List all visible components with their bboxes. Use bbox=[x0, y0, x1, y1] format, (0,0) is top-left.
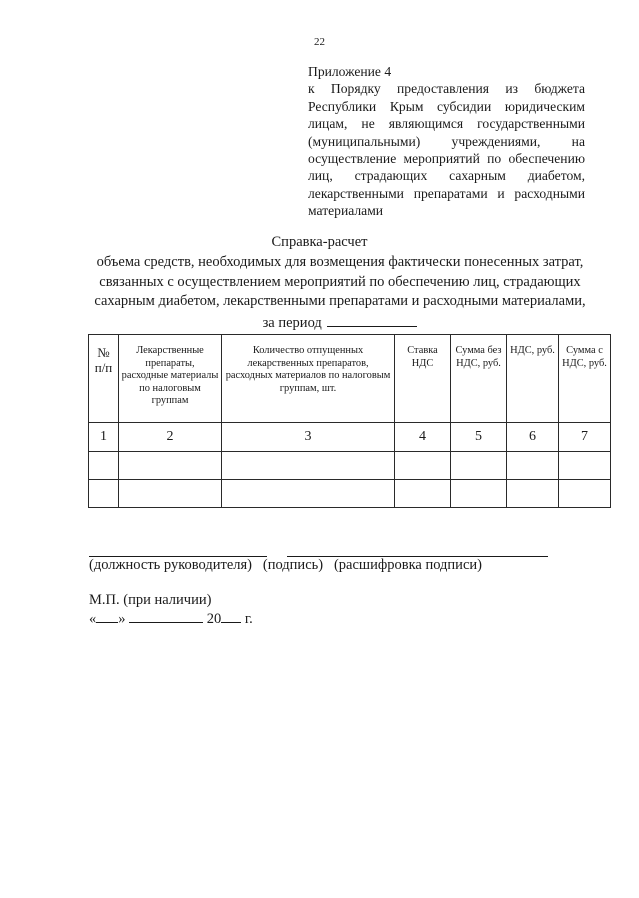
year-prefix: 20 bbox=[206, 611, 222, 627]
table-cell[interactable] bbox=[119, 452, 222, 480]
table-row-column-numbers bbox=[89, 423, 611, 452]
decoding-label: (расшифровка подписи) bbox=[333, 557, 482, 573]
column-number: 6 bbox=[507, 423, 559, 452]
document-subtitle-text: объема средств, необходимых для возмещения фактически понесенных затрат, связанных с осуществлением мероприятий по обеспечению лиц, страдающих сахарным диабетом, лекарственными препаратами и расходными материалами, за период bbox=[94, 254, 586, 331]
document-subtitle bbox=[90, 253, 590, 333]
table-cell[interactable] bbox=[222, 452, 395, 480]
date-line bbox=[89, 609, 253, 628]
table-cell[interactable] bbox=[507, 480, 559, 508]
header-sum-without-vat: Сумма без НДС, руб. bbox=[451, 335, 507, 423]
column-number: 1 bbox=[89, 423, 119, 452]
position-label: (должность руководителя) bbox=[89, 557, 252, 573]
date-open-quote: « bbox=[89, 611, 97, 627]
column-number: 4 bbox=[395, 423, 451, 452]
table-cell[interactable] bbox=[507, 452, 559, 480]
header-sum-with-vat: Сумма с НДС, руб. bbox=[559, 335, 611, 423]
year-blank-field[interactable] bbox=[221, 609, 241, 623]
table-cell[interactable] bbox=[559, 480, 611, 508]
header-number: № п/п bbox=[89, 335, 119, 423]
table-row bbox=[89, 480, 611, 508]
date-close-quote: » bbox=[118, 611, 126, 627]
table-header-row bbox=[89, 335, 611, 423]
column-number: 7 bbox=[559, 423, 611, 452]
header-medicines: Лекарственные препараты, расходные материалы по налоговым группам bbox=[119, 335, 222, 423]
table-cell[interactable] bbox=[395, 480, 451, 508]
appendix-block bbox=[308, 63, 585, 220]
table-cell[interactable] bbox=[119, 480, 222, 508]
year-suffix: г. bbox=[244, 611, 253, 627]
column-number: 2 bbox=[119, 423, 222, 452]
signature-labels bbox=[89, 557, 482, 574]
table-cell[interactable] bbox=[451, 480, 507, 508]
calculation-table bbox=[88, 334, 611, 508]
table-cell[interactable] bbox=[395, 452, 451, 480]
table-cell[interactable] bbox=[89, 480, 119, 508]
page-number: 22 bbox=[314, 36, 325, 48]
stamp-label: М.П. (при наличии) bbox=[89, 592, 212, 608]
day-blank-field[interactable] bbox=[96, 609, 118, 623]
month-blank-field[interactable] bbox=[129, 609, 203, 623]
header-vat-rate: Ставка НДС bbox=[395, 335, 451, 423]
table-cell[interactable] bbox=[559, 452, 611, 480]
appendix-title: Приложение 4 bbox=[308, 64, 392, 79]
column-number: 3 bbox=[222, 423, 395, 452]
table-cell[interactable] bbox=[89, 452, 119, 480]
document-title: Справка-расчет bbox=[271, 234, 368, 250]
signature-label: (подпись) bbox=[262, 557, 324, 573]
table-cell[interactable] bbox=[451, 452, 507, 480]
table-cell[interactable] bbox=[222, 480, 395, 508]
table-row bbox=[89, 452, 611, 480]
header-vat: НДС, руб. bbox=[507, 335, 559, 423]
column-number: 5 bbox=[451, 423, 507, 452]
header-quantity: Количество отпущенных лекарственных препаратов, расходных материалов по налоговым группам, шт. bbox=[222, 335, 395, 423]
appendix-text: к Порядку предоставления из бюджета Республики Крым субсидии юридическим лицам, не являющимся государственными (муниципальными) учреждениями, на осуществление мероприятий по обеспечению лиц, страдающих сахарным диабетом, лекарственными препаратами и расходными материалами bbox=[308, 81, 585, 219]
period-blank-field[interactable] bbox=[327, 312, 417, 327]
